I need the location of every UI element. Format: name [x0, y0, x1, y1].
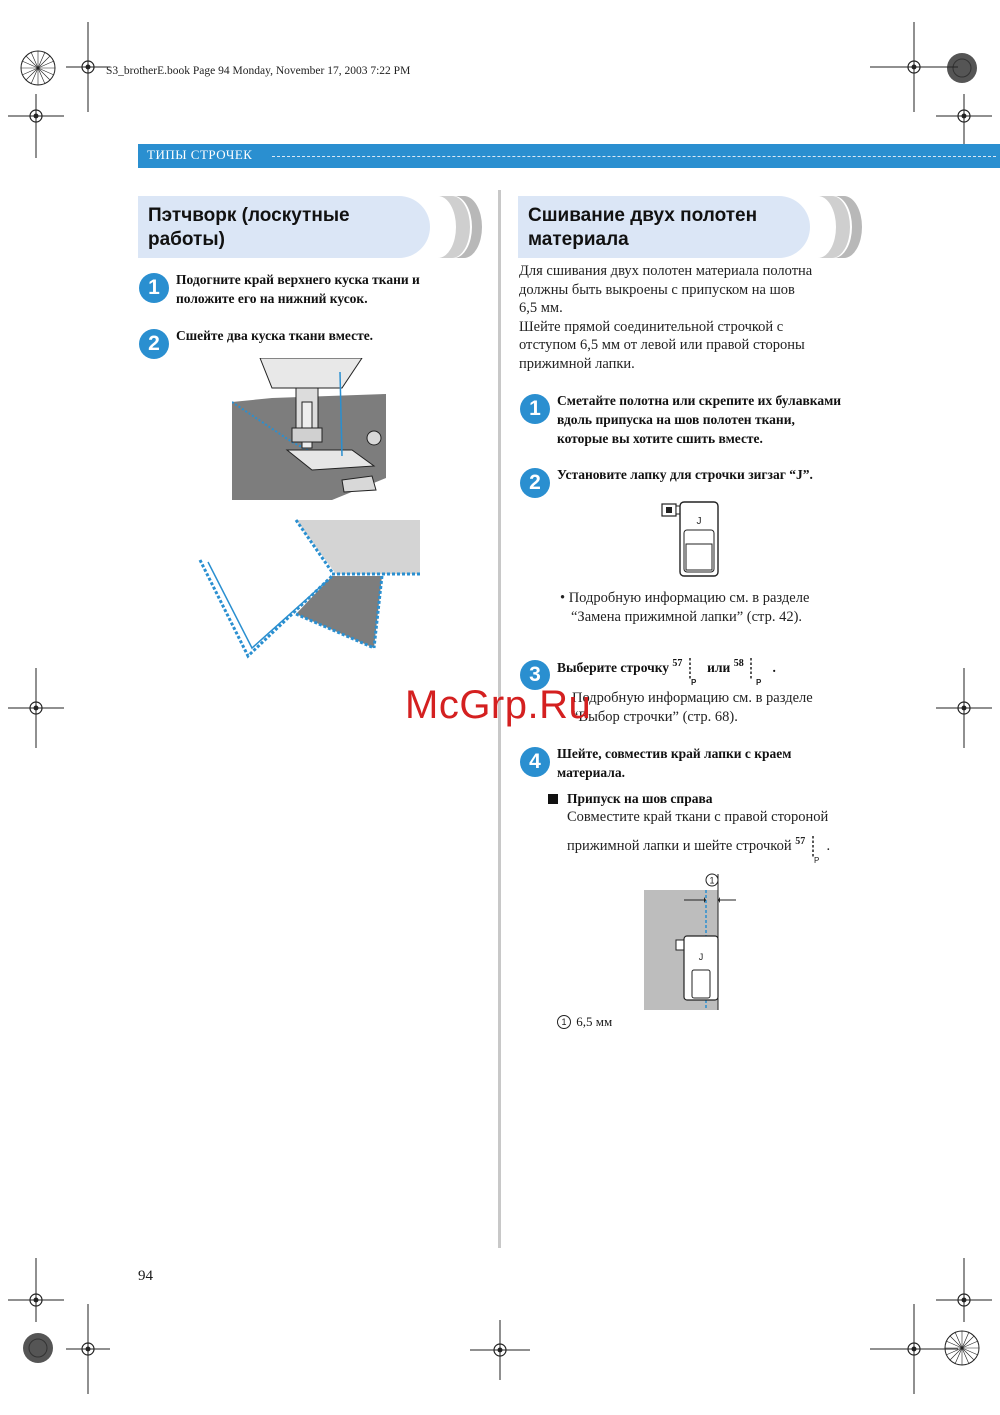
watermark: McGrp.Ru — [405, 683, 592, 727]
bullet-2-line2: “Замена прижимной лапки” (стр. 42). — [571, 608, 803, 625]
right-bullet-2 — [560, 589, 809, 626]
right-step-4-number: 4 — [520, 747, 550, 777]
stitch-58-number: 58 — [733, 658, 744, 669]
intro-line-6: прижимной лапки. — [519, 355, 635, 372]
crosshair-mark-left-bottom — [8, 1258, 64, 1322]
presser-foot-j-illustration — [660, 500, 722, 578]
crosshair-mark-right-middle — [936, 668, 992, 748]
right-step-4-line1: Шейте, совместив край лапки с краем — [557, 746, 792, 761]
stitch-57-number: 57 — [672, 658, 683, 669]
right-step-1-text — [557, 391, 841, 448]
sub-stitch-number: 57 — [795, 836, 806, 847]
right-step-3-text — [557, 656, 776, 686]
right-bullet-3 — [572, 689, 813, 726]
left-step-1-number: 1 — [139, 273, 169, 303]
sub-stitch-icon — [809, 834, 823, 864]
callout-number: 1 — [709, 875, 715, 886]
foot-j-letter: J — [696, 516, 702, 527]
left-step-2-text: Сшейте два куска ткани вместе. — [176, 328, 374, 343]
patchwork-fabric-illustration — [196, 516, 422, 662]
sub-text-line1: Совместите край ткани с правой стороной — [567, 809, 829, 825]
intro-line-1: Для сшивания двух полотен материала полотна — [519, 263, 813, 279]
right-step-1-number: 1 — [520, 394, 550, 424]
right-step-1-line2: вдоль припуска на шов полотен ткани, — [557, 412, 795, 427]
crosshair-mark-bottom-center — [470, 1320, 530, 1380]
right-step-3-label: Выберите строчку — [557, 660, 670, 675]
intro-line-4: Шейте прямой соединительной строчкой с — [519, 318, 784, 335]
crosshair-mark-left-top — [8, 94, 64, 158]
caption-text: 6,5 мм — [576, 1014, 613, 1029]
crosshair-mark-bottom-a — [66, 1304, 110, 1394]
bullet-2-line1: Подробную информацию см. в разделе — [568, 590, 810, 606]
crosshair-mark-bottom-b — [870, 1304, 958, 1394]
caption — [557, 1014, 612, 1030]
banner-dash-line — [272, 156, 996, 157]
step-3-period: . — [772, 660, 776, 675]
sub-text-line2 — [567, 834, 830, 864]
stitch-57-p: P — [690, 678, 697, 686]
right-section-title-line2: материала — [528, 229, 629, 250]
sub-text-period: . — [826, 838, 831, 854]
left-section-header — [138, 196, 483, 258]
left-step-2-number: 2 — [139, 329, 169, 359]
bullet-dot-2: • — [560, 590, 569, 606]
sub-heading: Припуск на шов справа — [567, 791, 713, 806]
registration-mark-top-left — [18, 48, 58, 88]
stitch-57-icon — [686, 656, 700, 686]
right-step-4-line2: материала. — [557, 765, 625, 780]
chapter-title: ТИПЫ СТРОЧЕК — [147, 147, 253, 162]
left-step-1-line1: Подогните край верхнего куска ткани и — [176, 272, 420, 287]
right-section-header — [518, 196, 863, 258]
registration-mark-bottom-left — [18, 1328, 58, 1368]
sub-stitch-p: P — [813, 856, 820, 864]
or-word: или — [707, 660, 731, 675]
right-section-title-line1: Сшивание двух полотен — [528, 205, 758, 226]
intro-line-2: должны быть выкроены с припуском на шов — [519, 281, 795, 298]
left-step-1-line2: положите его на нижний кусок. — [176, 291, 368, 306]
bullet-3-line1: Подробную информацию см. в разделе — [572, 690, 813, 706]
right-step-1-line3: которые вы хотите сшить вместе. — [557, 431, 763, 446]
bullet-3-line2: “Выбор строчки” (стр. 68). — [572, 708, 738, 725]
stitch-58-p: P — [756, 678, 762, 686]
stitch-58-icon — [747, 656, 765, 686]
sewing-foot-illustration — [232, 358, 386, 500]
sub-heading-square-icon — [548, 794, 558, 804]
crosshair-mark-top-a — [66, 22, 110, 112]
seam-allowance-illustration — [640, 870, 740, 1012]
right-step-1-line1: Сметайте полотна или скрепите их булавками — [557, 393, 842, 408]
right-step-3-number: 3 — [520, 660, 550, 690]
caption-number: 1 — [561, 1017, 567, 1027]
right-step-4-text — [557, 744, 792, 782]
page-number: 94 — [138, 1268, 153, 1284]
right-step-2-text: Установите лапку для строчки зигзаг “J”. — [557, 467, 813, 482]
left-section-title-line1: Пэтчворк (лоскутные — [148, 205, 350, 226]
intro-line-5: отступом 6,5 мм от левой или правой стороны — [519, 337, 805, 353]
crosshair-mark-left-middle — [8, 668, 64, 748]
left-step-1-text — [176, 270, 420, 308]
intro-line-3: 6,5 мм. — [519, 300, 563, 316]
right-intro — [519, 262, 879, 373]
sub-text-line2-text: прижимной лапки и шейте строчкой — [567, 838, 792, 854]
file-info: S3_brotherE.book Page 94 Monday, November 17, 2003 7:22 PM — [106, 65, 411, 77]
right-step-2-number: 2 — [520, 468, 550, 498]
left-section-title-line2: работы) — [148, 229, 225, 250]
caption-circle — [557, 1015, 571, 1029]
seam-foot-j-letter: J — [698, 952, 704, 962]
